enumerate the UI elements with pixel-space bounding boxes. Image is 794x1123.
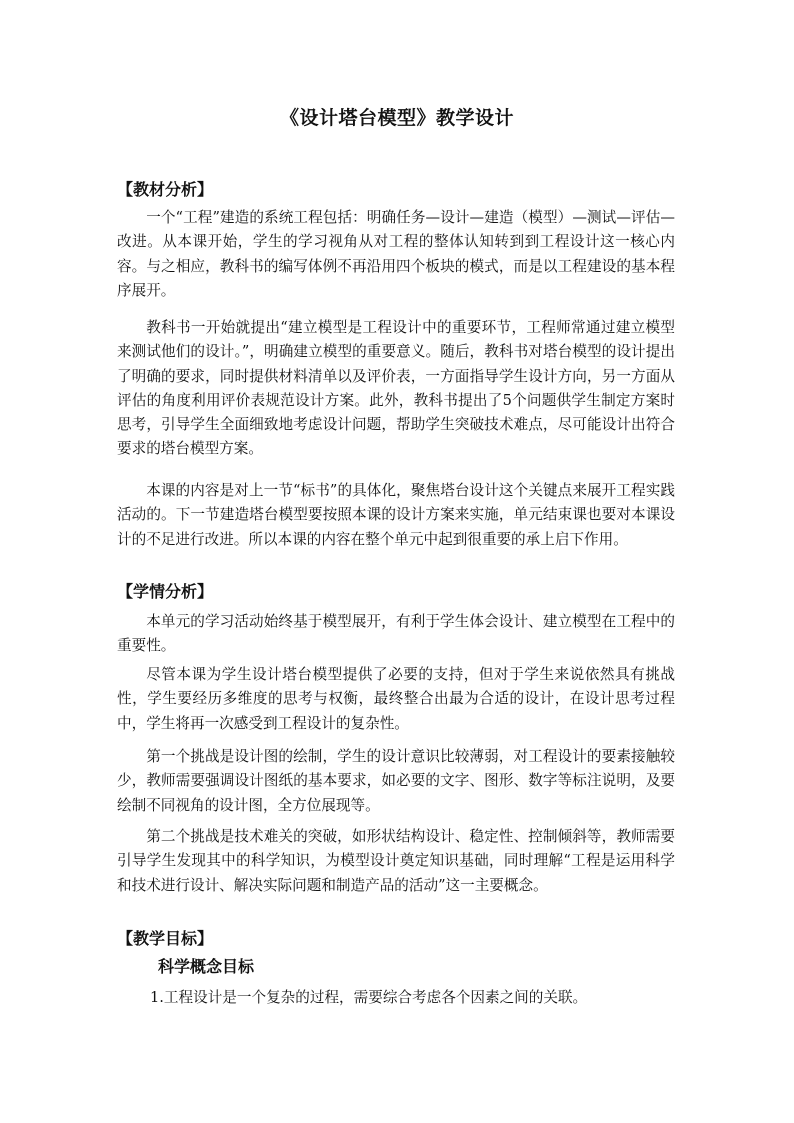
goal-item: 1.工程设计是一个复杂的过程，需要综合考虑各个因素之间的关联。 [150, 989, 588, 1006]
paragraph: 本课的内容是对上一节“标书”的具体化，聚焦塔台设计这个关键点来展开工程实践活动的。下一节建造塔台模型要按照本课的设计方案来实施，单元结束课也要对本课设计的不足进行改进。所以本课的内容在整个单元中起到很重要的承上启下作用。 [117, 482, 675, 548]
subheading-science-concept-goals: 科学概念目标 [158, 957, 255, 976]
paragraph: 第二个挑战是技术难关的突破，如形状结构设计、稳定性、控制倾斜等，教师需要引导学生发现其中的科学知识，为模型设计奠定知识基础，同时理解“工程是运用科学和技术进行设计、解决实际问题和制造产品的活动”这一主要概念。 [117, 828, 675, 894]
section-heading-textbook-analysis: 【教材分析】 [117, 180, 214, 199]
paragraph: 本单元的学习活动始终基于模型展开，有利于学生体会设计、建立模型在工程中的重要性。 [117, 613, 675, 655]
paragraph: 一个“工程”建造的系统工程包括：明确任务—设计—建造（模型）—测试—评估—改进。从本课开始，学生的学习视角从对工程的整体认知转到到工程设计这一核心内容。与之相应，教科书的编写体例不再沿用四个板块的模式，而是以工程建设的基本程序展开。 [117, 209, 675, 299]
document-title: 《设计塔台模型》教学设计 [279, 107, 514, 129]
section-heading-teaching-goals: 【教学目标】 [117, 929, 214, 948]
paragraph: 教科书一开始就提出“建立模型是工程设计中的重要环节，工程师常通过建立模型来测试他们的设计。”，明确建立模型的重要意义。随后，教科书对塔台模型的设计提出了明确的要求，同时提供材料清单以及评价表，一方面指导学生设计方向，另一方面从评估的角度利用评价表规范设计方案。此外，教科书提出了5个问题供学生制定方案时思考，引导学生全面细致地考虑设计问题，帮助学生突破技术难点，尽可能设计出符合要求的塔台模型方案。 [117, 319, 675, 458]
paragraph: 尽管本课为学生设计塔台模型提供了必要的支持，但对于学生来说依然具有挑战性，学生要经历多维度的思考与权衡，最终整合出最为合适的设计，在设计思考过程中，学生将再一次感受到工程设计的复杂性。 [117, 666, 675, 732]
paragraph: 第一个挑战是设计图的绘制，学生的设计意识比较薄弱，对工程设计的要素接触较少，教师需要强调设计图纸的基本要求，如必要的文字、图形、数字等标注说明，及要绘制不同视角的设计图，全方位展现等。 [117, 748, 675, 814]
section-heading-student-analysis: 【学情分析】 [117, 582, 214, 601]
